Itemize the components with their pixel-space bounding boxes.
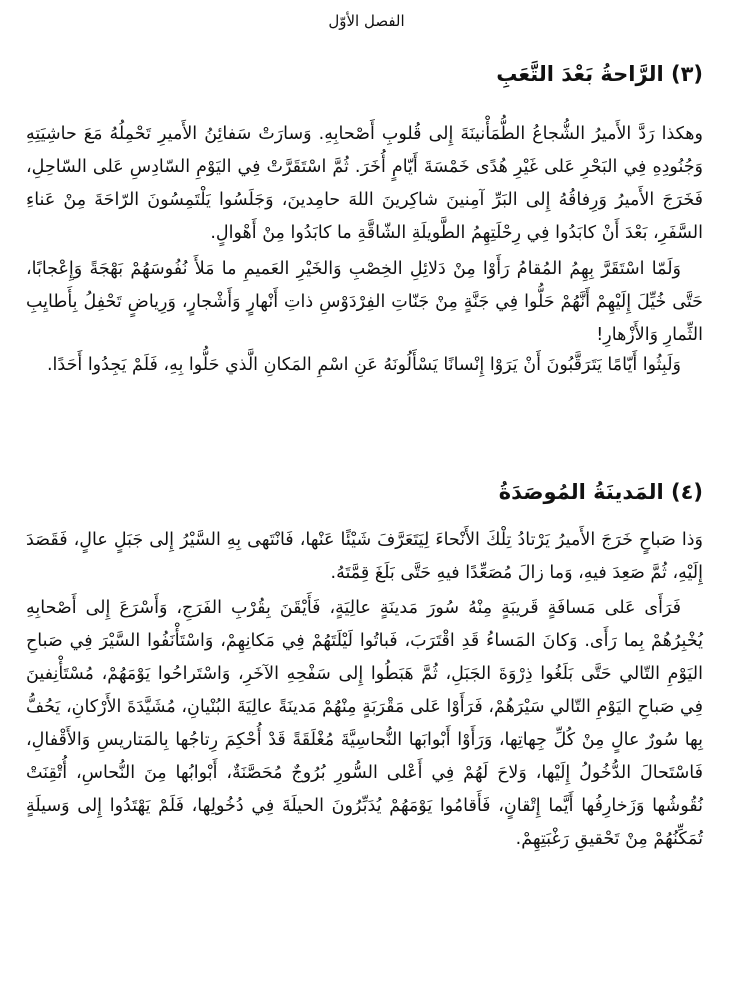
chapter-header: الفصل الأوّل: [328, 12, 405, 30]
section-title-rest-after-toil: (٣) الرَّاحةُ بَعْدَ التَّعَبِ: [496, 62, 703, 86]
paragraph: وَلَمّا اسْتَقَرَّ بِهِمُ المُقامُ رَأَوْا مِنْ دَلائِلِ الخِصْبِ وَالخَيْرِ العَميمِ ما مَلأَ نُفُوسَهُمْ بَهْجَةً وَإِعْجابًا، حَتَّى خُيِّلَ إِلَيْهِمْ أَنَّهُمْ حَلُّوا فِي جَنَّةٍ مِنْ جَنّاتِ الفِرْدَوْسِ ذاتِ أَنْهارٍ وَأَشْجارٍ، وَرِياضٍ تَحْفِلُ بِأَطايِبِ الثِّمارِ وَالأَزْهارِ!: [26, 259, 703, 345]
paragraph: فَرَأَى عَلى مَسافَةٍ قَريبَةٍ مِنْهُ سُورَ مَدينَةٍ عالِيَةٍ، فَأَيْقَنَ بِقُرْبِ الفَرَجِ، وَأَسْرَعَ إِلى أَصْحابِهِ يُخْبِرُهُمْ بِما رَأَى. وَكانَ المَساءُ قَدِ اقْتَرَبَ، فَباتُوا لَيْلَتَهُمْ فِي مَكانِهِمْ، وَاسْتَأْنَفُوا السَّيْرَ فِي صَباحِ اليَوْمِ التّالي حَتَّى بَلَغُوا ذِرْوَةَ الجَبَلِ، ثُمَّ هَبَطُوا إِلى سَفْحِهِ الآخَرِ، وَاسْتَراحُوا يَوْمَهُمْ، مُسْتَأْنِفينَ فِي صَباحِ اليَوْمِ التّالي سَيْرَهُمْ، فَرَأَوْا عَلى مَقْرَبَةٍ مِنْهُمْ مَدينَةً عالِيَةَ البُنْيانِ، مُشَيَّدَةَ الأَرْكانِ، يَحُفُّ بِها سُورٌ عالٍ مِنْ كُلِّ جِهاتِها، وَرَأَوْا أَبْوابَها النُّحاسِيَّةَ مُغْلَقَةً قَدْ أُحْكِمَ رِتاجُها بِالمَتاريسِ وَالأَقْفالِ، فَاسْتَحالَ الدُّخُولُ إِلَيْها، وَلاحَ لَهُمْ فِي أَعْلى السُّورِ بُرُوجٌ مُحَصَّنَةٌ، أَبْوابُها مِنَ النُّحاسِ، أُتْقِنَتْ نُقُوشُها وَزَخارِفُها أَيَّما إِتْقانٍ، فَأَقامُوا يَوْمَهُمْ يُدَبِّرُونَ الحيلَةَ فِي دُخُولِها، فَلَمْ يَهْتَدُوا إِلى وَسيلَةٍ تُمَكِّنُهُمْ مِنْ تَحْقيقِ رَغْبَتِهِمْ.: [26, 598, 703, 849]
paragraph: وهكذا رَدَّ الأَميرُ الشُّجاعُ الطُّمَأْنينَةَ إِلى قُلوبِ أَصْحابِهِ. وَسارَتْ سَفائِنُ الأَميرِ تَحْمِلُهُ مَعَ حاشِيَتِهِ وَجُنُودِهِ فِي البَحْرِ عَلى غَيْرِ هُدًى خَمْسَةَ أَيّامٍ أُخَرَ. ثُمَّ اسْتَقَرَّتْ فِي اليَوْمِ السّادِسِ عَلى السّاحِلِ، فَخَرَجَ الأَميرُ وَرِفاقُهُ إِلى البَرِّ آمِنينَ شاكِرينَ اللهَ حامِدينَ، وَجَلَسُوا يَلْتَمِسُونَ الرّاحَةَ مِنْ عَناءِ السَّفَرِ، بَعْدَ أَنْ كابَدُوا فِي رِحْلَتِهِمُ الطَّويلَةِ الشّاقَّةِ ما كابَدُوا مِنْ أَهْوالٍ.: [26, 124, 703, 243]
section-title-closed-city: (٤) المَدينَةُ المُوصَدَةُ: [498, 480, 703, 504]
paragraph: وَذا صَباحٍ خَرَجَ الأَميرُ يَرْتادُ تِلْكَ الأَنْحاءَ لِيَتَعَرَّفَ شَيْئًا عَنْها، فَانْتَهى بِهِ السَّيْرُ إِلى جَبَلٍ عالٍ، فَقَصَدَ إِلَيْهِ، ثُمَّ صَعِدَ فيهِ، وَما زالَ مُصَعِّدًا فيهِ حَتَّى بَلَغَ قِمَّتَهُ.: [26, 530, 703, 583]
paragraph: وَلَبِثُوا أَيّامًا يَتَرَقَّبُونَ أَنْ يَرَوْا إِنْسانًا يَسْأَلُونَهُ عَنِ اسْمِ المَكانِ الَّذي حَلُّوا بِهِ، فَلَمْ يَجِدُوا أَحَدًا.: [46, 355, 681, 375]
